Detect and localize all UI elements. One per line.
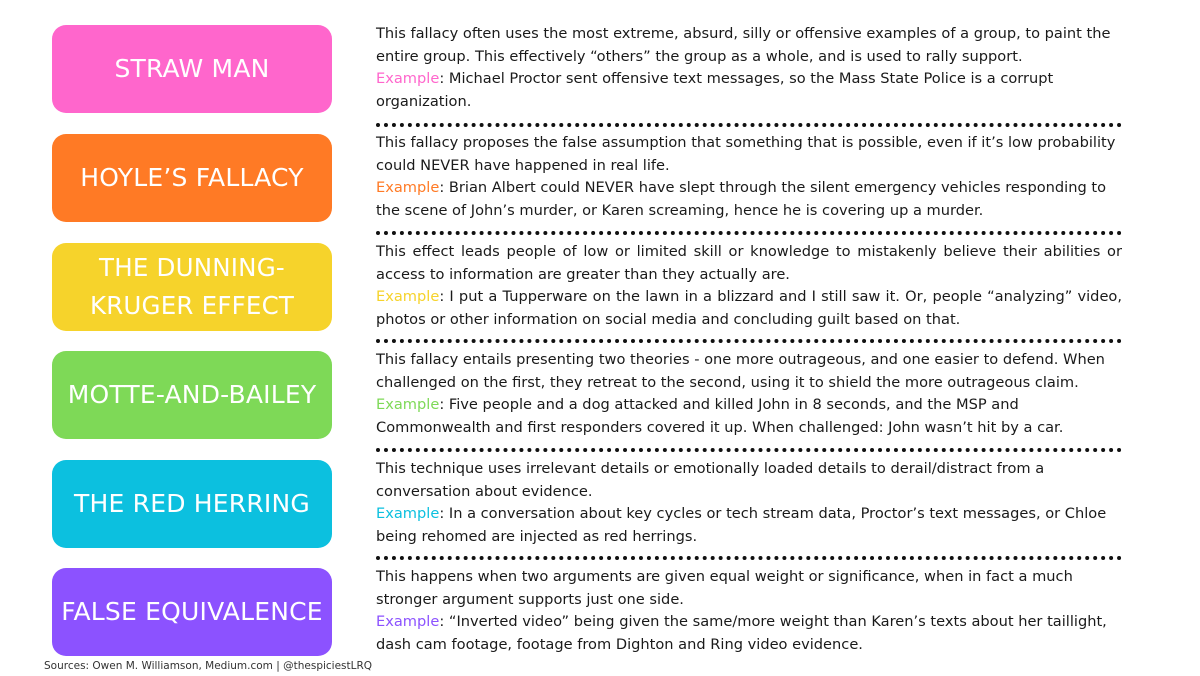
example-label: Example [376, 70, 440, 87]
description-text: This effect leads people of low or limited skill or knowledge to mistakenly believe their abilities or access to information are greater than they actually are. [376, 243, 1122, 283]
fallacy-label: FALSE EQUIVALENCE [61, 597, 323, 626]
dotted-divider [376, 339, 1122, 343]
fallacy-row-dunning-kruger [0, 243, 1200, 351]
sources-credit: Sources: Owen M. Williamson, Medium.com | @thespiciestLRQ [44, 660, 373, 672]
description-text: This fallacy entails presenting two theories - one more outrageous, and one easier to defend. When challenged on the first, they retreat to the second, using it to shield the more outrageous claim. [376, 351, 1105, 391]
fallacy-row-red-herring [0, 460, 1200, 568]
fallacy-row-hoyles-fallacy [0, 134, 1200, 242]
fallacy-label-box [52, 25, 332, 113]
example-text: : In a conversation about key cycles or tech stream data, Proctor’s text messages, or Chloe being rehomed are injected as red herrings. [376, 505, 1107, 545]
example-label: Example [376, 613, 440, 630]
fallacy-description [376, 241, 1122, 331]
fallacy-row-straw-man [0, 25, 1200, 133]
dotted-divider [376, 556, 1122, 560]
dotted-divider [376, 231, 1122, 235]
dotted-divider [376, 448, 1122, 452]
example-text: : I put a Tupperware on the lawn in a blizzard and I still saw it. Or, people “analyzing” video, photos or other information on social media and concluding guilt based on that. [376, 288, 1122, 328]
fallacy-label-box [52, 460, 332, 548]
example-text: : Five people and a dog attacked and killed John in 8 seconds, and the MSP and Commonwealth and first responders covered it up. When challenged: John wasn’t hit by a car. [376, 396, 1064, 436]
fallacy-label-box [52, 134, 332, 222]
fallacy-label: THE RED HERRING [74, 489, 310, 518]
fallacy-label: STRAW MAN [114, 54, 270, 83]
fallacy-description [376, 566, 1122, 656]
fallacy-label: MOTTE-AND-BAILEY [67, 380, 317, 409]
example-label: Example [376, 288, 440, 305]
example-text: : “Inverted video” being given the same/more weight than Karen’s texts about her taillight, dash cam footage, footage from Dighton and Ring video evidence. [376, 613, 1107, 653]
description-text: This fallacy proposes the false assumption that something that is possible, even if it’s low probability could NEVER have happened in real life. [376, 134, 1116, 174]
fallacy-label: HOYLE’S FALLACY [80, 163, 304, 192]
description-text: This technique uses irrelevant details or emotionally loaded details to derail/distract from a conversation about evidence. [376, 460, 1045, 500]
fallacy-label-box [52, 243, 332, 331]
example-label: Example [376, 505, 440, 522]
dotted-divider [376, 123, 1122, 127]
description-text: This happens when two arguments are given equal weight or significance, when in fact a much stronger argument supports just one side. [376, 568, 1073, 608]
description-text: This fallacy often uses the most extreme, absurd, silly or offensive examples of a group, to paint the entire group. This effectively “others” the group as a whole, and is used to rally support. [376, 25, 1111, 65]
fallacy-description [376, 23, 1122, 113]
fallacy-label-box [52, 351, 332, 439]
fallacy-description [376, 132, 1122, 222]
example-label: Example [376, 179, 440, 196]
fallacy-description [376, 349, 1122, 439]
fallacy-label: THE DUNNING-KRUGER EFFECT [89, 253, 295, 320]
example-text: : Michael Proctor sent offensive text messages, so the Mass State Police is a corrupt organization. [376, 70, 1054, 110]
fallacy-description [376, 458, 1122, 548]
fallacy-row-motte-and-bailey [0, 351, 1200, 459]
fallacy-label-box [52, 568, 332, 656]
example-label: Example [376, 396, 440, 413]
example-text: : Brian Albert could NEVER have slept through the silent emergency vehicles responding to the scene of John’s murder, or Karen screaming, hence he is covering up a murder. [376, 179, 1107, 219]
